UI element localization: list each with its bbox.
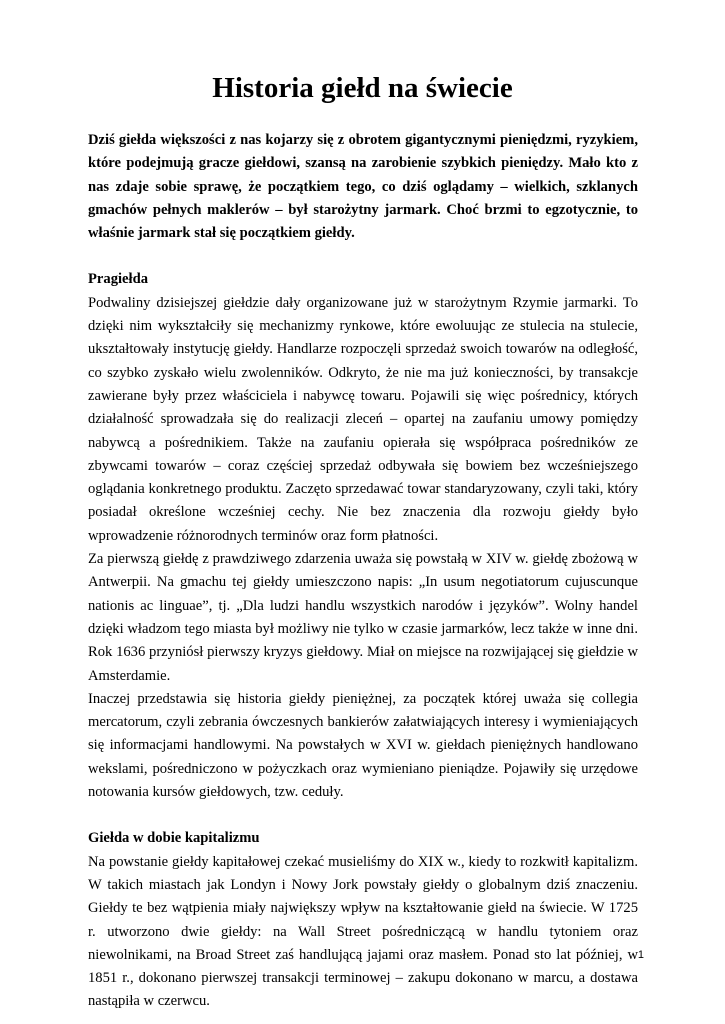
section-heading-kapitalizm: Giełda w dobie kapitalizmu bbox=[88, 830, 260, 847]
intro-paragraph: Dziś giełda większości z nas kojarzy się z obrotem gigantycznymi pieniędzmi, ryzykiem, które podejmują gracze giełdowi, szansą na zarobienie szybkich pieniędzy. Mało kto z nas zdaje sobie sprawę, że początkiem tego, co dziś oglądamy – wielkich, szklanych gmachów pełnych maklerów – był starożytny jarmark. Choć brzmi to egzotycznie, to właśnie jarmark stał się początkiem giełdy. bbox=[88, 132, 638, 242]
body-paragraph: Inaczej przedstawia się historia giełdy pieniężnej, za początek której uważa się collegia mercatorum, czyli zebrania ówczesnych bankierów załatwiających interesy i wymieniających się informacjami handlowymi. Na powstałych w XVI w. giełdach pieniężnych handlowano wekslami, pośredniczono w pożyczkach oraz wymieniano pieniądze. Pojawiły się urzędowe notowania kursów giełdowych, tzw. ceduły. bbox=[88, 690, 638, 801]
section-heading-pragielda: Pragiełda bbox=[88, 271, 148, 288]
page-title: Historia giełd na świecie bbox=[212, 72, 513, 104]
paragraph-spacer bbox=[88, 245, 638, 268]
page-number: 1 bbox=[637, 949, 644, 961]
body-paragraph: Za pierwszą giełdę z prawdziwego zdarzenia uważa się powstałą w XIV w. giełdę zbożową w Antwerpii. Na gmachu tej giełdy umieszczono napis: „In usum negotiatorum cujuscunque nationis ac linguae”, tj. „Dla ludzi handlu wszystkich narodów i języków”. Wolny handel dzięki władzom tego miasta był możliwy nie tylko w czasie jarmarków, lecz także w inne dni. Rok 1636 przyniósł pierwszy kryzys giełdowy. Miał on miejsce na rozwijającej się giełdzie w Amsterdamie. bbox=[88, 551, 638, 684]
document-body bbox=[88, 129, 638, 1014]
body-paragraph: Podwaliny dzisiejszej giełdzie dały organizowane już w starożytnym Rzymie jarmarki. To dzięki nim wykształciły się mechanizmy rynkowe, które ewoluując ze stulecia na stulecie, ukształtowały instytucję giełdy. Handlarze rozpoczęli sprzedaż swoich towarów na odległość, co szybko zyskało wielu zwolenników. Odkryto, że nie ma już konieczności, by transakcje zawierane były przez właściciela i nabywcę towaru. Pojawili się więc pośrednicy, których działalność sprowadzała się do realizacji zleceń – opartej na zaufaniu umowy pomiędzy nabywcą a pośrednikiem. Także na zaufaniu opierała się współpraca pośredników ze zbywcami towarów – coraz częściej sprzedaż odbywała się bowiem bez wcześniejszego oglądania konkretnego produktu. Zaczęto sprzedawać towar standaryzowany, czyli taki, który posiadał określone wcześniej cechy. Nie bez znaczenia dla rozwoju giełdy było wprowadzenie różnorodnych terminów oraz form płatności. bbox=[88, 294, 638, 544]
paragraph-spacer bbox=[88, 804, 638, 827]
body-paragraph: Na powstanie giełdy kapitałowej czekać musieliśmy do XIX w., kiedy to rozkwitł kapitalizm. W takich miastach jak Londyn i Nowy Jork powstały giełdy o globalnym dziś znaczeniu. Giełdy te bez wątpienia miały największy wpływ na kształtowanie giełd na świecie. W 1725 r. utworzono dwie giełdy: na Wall Street pośredniczącą w handlu tytoniem oraz niewolnikami, na Broad Street zaś handlującą jajami oraz masłem. Ponad sto lat później, w 1851 r., dokonano pierwszej transakcji terminowej – zakupu dokonano w marcu, a dostawa nastąpiła w czerwcu. bbox=[88, 853, 638, 1010]
